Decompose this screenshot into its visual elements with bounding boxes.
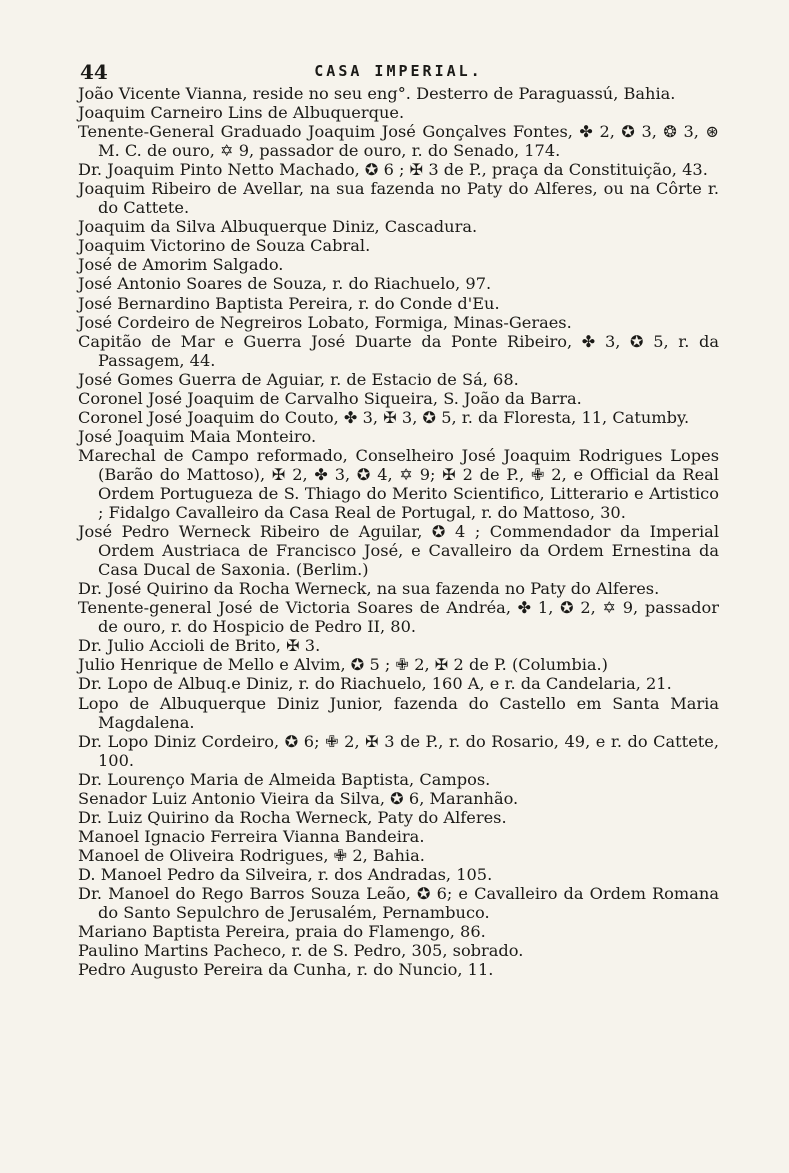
list-item: Pedro Augusto Pereira da Cunha, r. do Nuncio, 11. xyxy=(78,960,494,980)
list-item: Tenente-General Graduado Joaquim José Gonçalves Fontes, ✤ 2, ✪ 3, ❂ 3, ⊛ M. C. de ouro, ✡ 9, passador de ouro, r. do Senado, 174. xyxy=(78,122,719,161)
list-item: José Gomes Guerra de Aguiar, r. de Estacio de Sá, 68. xyxy=(78,369,519,389)
list-item: Coronel José Joaquim de Carvalho Siqueira, S. João da Barra. xyxy=(78,388,582,408)
list-item: Mariano Baptista Pereira, praia do Flamengo, 86. xyxy=(78,922,486,942)
list-item: Dr. Lopo de Albuq.e Diniz, r. do Riachuelo, 160 A, e r. da Candelaria, 21. xyxy=(78,674,672,694)
list-item: Capitão de Mar e Guerra José Duarte da Ponte Ribeiro, ✤ 3, ✪ 5, r. da Passagem, 44. xyxy=(78,331,719,370)
running-head xyxy=(78,52,719,84)
list-item: Paulino Martins Pacheco, r. de S. Pedro, 305, sobrado. xyxy=(78,941,524,961)
list-item: Dr. Luiz Quirino da Rocha Werneck, Paty do Alferes. xyxy=(78,807,507,827)
list-item: Julio Henrique de Mello e Alvim, ✪ 5 ; ✙ 2, ✠ 2 de P. (Columbia.) xyxy=(78,655,608,675)
page-number: 44 xyxy=(80,60,108,84)
list-item: Senador Luiz Antonio Vieira da Silva, ✪ 6, Maranhão. xyxy=(78,788,519,808)
entry-list xyxy=(78,84,719,979)
list-item: Dr. Joaquim Pinto Netto Machado, ✪ 6 ; ✠ 3 de P., praça da Constituição, 43. xyxy=(78,160,708,180)
list-item: Dr. Lopo Diniz Cordeiro, ✪ 6; ✙ 2, ✠ 3 de P., r. do Rosario, 49, e r. do Cattete, 100. xyxy=(78,731,719,770)
list-item: José Joaquim Maia Monteiro. xyxy=(78,426,317,446)
list-item: Joaquim Victorino de Souza Cabral. xyxy=(78,236,371,256)
list-item: Dr. José Quirino da Rocha Werneck, na sua fazenda no Paty do Alferes. xyxy=(78,579,660,599)
list-item: José de Amorim Salgado. xyxy=(78,255,284,275)
list-item: José Pedro Werneck Ribeiro de Aguilar, ✪ 4 ; Commendador da Imperial Ordem Austriaca de Francisco José, e Cavalleiro da Ordem Ernestina da Casa Ducal de Saxonia. (Berlim.) xyxy=(78,522,719,580)
list-item: Joaquim Carneiro Lins de Albuquerque. xyxy=(78,103,405,123)
list-item: D. Manoel Pedro da Silveira, r. dos Andradas, 105. xyxy=(78,864,493,884)
list-item: Dr. Manoel do Rego Barros Souza Leão, ✪ 6; e Cavalleiro da Ordem Romana do Santo Sepulchro de Jerusalém, Pernambuco. xyxy=(78,883,719,923)
list-item: Joaquim Ribeiro de Avellar, na sua fazenda no Paty do Alferes, ou na Côrte r. do Cattete. xyxy=(78,179,719,218)
list-item: José Bernardino Baptista Pereira, r. do Conde d'Eu. xyxy=(78,293,500,313)
list-item: Dr. Julio Accioli de Brito, ✠ 3. xyxy=(78,636,321,656)
list-item: José Cordeiro de Negreiros Lobato, Formiga, Minas-Geraes. xyxy=(78,312,572,332)
list-item: Manoel de Oliveira Rodrigues, ✙ 2, Bahia. xyxy=(78,845,425,865)
list-item: Coronel José Joaquim do Couto, ✤ 3, ✠ 3, ✪ 5, r. da Floresta, 11, Catumby. xyxy=(78,407,690,427)
running-title: CASA IMPERIAL. xyxy=(314,62,483,80)
list-item: Tenente-general José de Victoria Soares de Andréa, ✤ 1, ✪ 2, ✡ 9, passador de ouro, r. do Hospicio de Pedro II, 80. xyxy=(78,598,719,637)
list-item: Lopo de Albuquerque Diniz Junior, fazenda do Castello em Santa Maria Magdalena. xyxy=(78,693,719,732)
list-item: Manoel Ignacio Ferreira Vianna Bandeira. xyxy=(78,826,425,846)
list-item: José Antonio Soares de Souza, r. do Riachuelo, 97. xyxy=(78,274,492,294)
list-item: João Vicente Vianna, reside no seu eng°. Desterro de Paraguassú, Bahia. xyxy=(78,84,676,103)
list-item: Dr. Lourenço Maria de Almeida Baptista, Campos. xyxy=(78,769,491,789)
list-item: Joaquim da Silva Albuquerque Diniz, Cascadura. xyxy=(78,217,478,237)
list-item: Marechal de Campo reformado, Conselheiro José Joaquim Rodrigues Lopes (Barão do Mattoso), ✠ 2, ✤ 3, ✪ 4, ✡ 9; ✠ 2 de P., ✙ 2, e Official da Real Ordem Portugueza de S. Thiago do Merito Scientifico, Litterario e Artistico ; Fidalgo Cavalleiro da Casa Real de Portugal, r. do Mattoso, 30. xyxy=(78,445,719,523)
